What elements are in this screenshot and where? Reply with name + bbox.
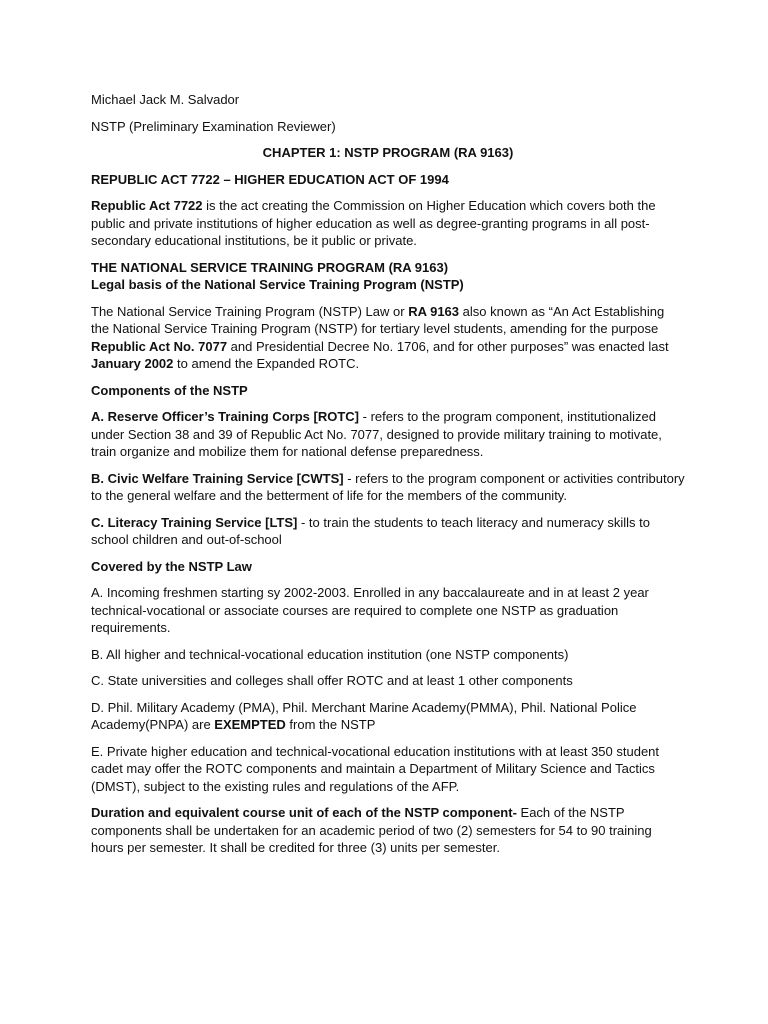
covered-item-d	[91, 699, 685, 734]
ra7722-text: is the act creating the Commission on Higher Education which covers both the public and private institutions of higher education as well as degree-granting programs in all post-secondary educational institutions, be it public or private.	[91, 198, 656, 248]
component-lts-title: C. Literacy Training Service [LTS]	[91, 514, 298, 530]
duration-paragraph	[91, 804, 685, 857]
legal-basis-bold-ra7077: Republic Act No. 7077	[91, 338, 228, 354]
legal-basis-bold-date: January 2002	[91, 356, 174, 371]
covered-heading: Covered by the NSTP Law	[91, 558, 252, 574]
legal-basis-text-2: also known as “An Act Establishing the National Service Training Program (NSTP) for tertiary level students, amending for the purpose	[91, 303, 665, 336]
document-content	[91, 91, 685, 866]
nstp-heading-block	[91, 259, 685, 294]
covered-item-b: B. All higher and technical-vocational education institution (one NSTP components)	[91, 646, 569, 662]
legal-basis-text-3: and Presidential Decree No. 1706, and for other purposes” was enacted last	[227, 338, 669, 354]
legal-basis-paragraph	[91, 303, 685, 373]
legal-basis-text-1: The National Service Training Program (NSTP) Law or	[91, 303, 409, 319]
legal-basis-bold-ra9163: RA 9163	[408, 303, 460, 319]
component-rotc-title: A. Reserve Officer’s Training Corps [ROTC]	[91, 409, 360, 424]
covered-item-e: E. Private higher education and technical-vocational education institutions with at least 350 student cadet may offer the ROTC components and maintain a Department of Military Science and Tactics (DMST), subject to the existing rules and regulations of the AFP.	[91, 743, 660, 794]
ra7722-bold-lead: Republic Act 7722	[91, 198, 203, 213]
components-heading: Components of the NSTP	[91, 382, 248, 398]
duration-bold-lead: Duration and equivalent course unit of each of the NSTP component-	[91, 805, 517, 820]
author-name: Michael Jack M. Salvador	[91, 92, 240, 107]
covered-item-d-bold: EXEMPTED	[214, 717, 286, 732]
duration-text: Each of the NSTP components shall be undertaken for an academic period of two (2) semesters for 54 to 90 training hours per semester. It shall be credited for three (3) units per semester.	[91, 805, 652, 855]
component-lts-text: - to train the students to teach literacy and numeracy skills to school children and out-of-school	[91, 514, 650, 547]
chapter-title: CHAPTER 1: NSTP PROGRAM (RA 9163)	[262, 145, 514, 160]
legal-basis-text-4: to amend the Expanded ROTC.	[173, 356, 360, 371]
document-subtitle: NSTP (Preliminary Examination Reviewer)	[91, 118, 336, 134]
covered-item-d-end: from the NSTP	[285, 717, 376, 732]
ra7722-paragraph	[91, 197, 685, 250]
component-cwts-text: - refers to the program component or activities contributory to the general welfare and the betterment of life for the members of the community.	[91, 470, 685, 503]
legal-basis-heading: Legal basis of the National Service Training Program (NSTP)	[91, 277, 464, 292]
covered-item-a: A. Incoming freshmen starting sy 2002-2003. Enrolled in any baccalaureate and in at least 2 year technical-vocational or associate courses are required to complete one NSTP as graduation requirements.	[91, 585, 649, 635]
component-cwts	[91, 470, 685, 505]
covered-item-d-text: D. Phil. Military Academy (PMA), Phil. Merchant Marine Academy(PMMA), Phil. National Police Academy(PNPA) are	[91, 699, 637, 732]
component-rotc-text: - refers to the program component, institutionalized under Section 38 and 39 of Republic Act No. 7077, designed to provide military training to motivate, train organize and mobilize them for national defense preparedness.	[91, 409, 662, 459]
component-rotc	[91, 408, 685, 461]
component-cwts-title: B. Civic Welfare Training Service [CWTS]	[91, 470, 344, 486]
component-lts	[91, 514, 685, 549]
ra7722-heading: REPUBLIC ACT 7722 – HIGHER EDUCATION ACT OF 1994	[91, 171, 449, 187]
covered-item-c: C. State universities and colleges shall offer ROTC and at least 1 other components	[91, 673, 573, 688]
nstp-heading: THE NATIONAL SERVICE TRAINING PROGRAM (RA 9163)	[91, 259, 449, 275]
